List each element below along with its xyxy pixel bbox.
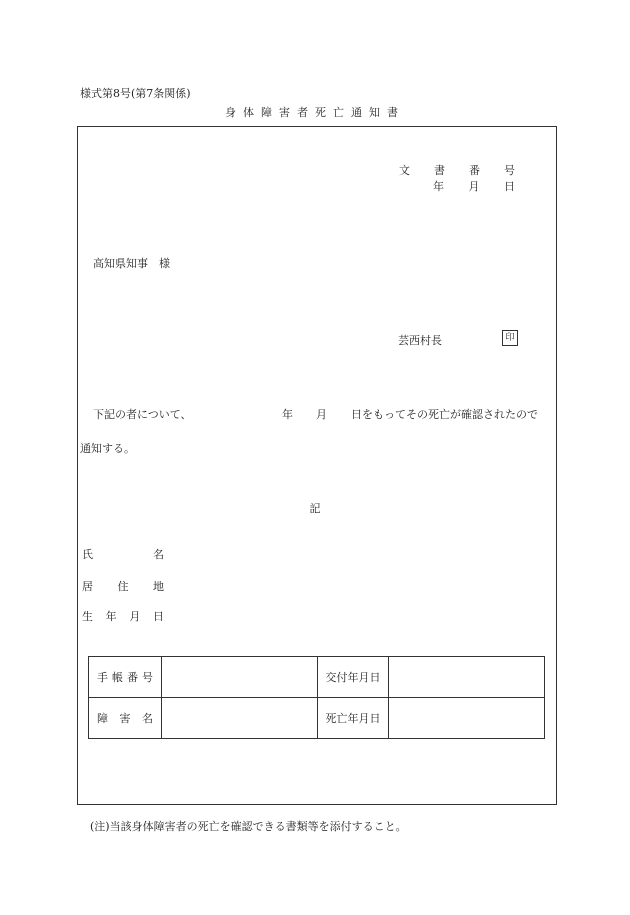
birthdate-label-char: 日 <box>152 610 164 623</box>
disability-name-field[interactable] <box>162 698 318 739</box>
handbook-label-char: 号 <box>142 671 153 684</box>
disability-label-char: 名 <box>142 712 153 725</box>
disability-name-label-cell <box>89 698 162 739</box>
address-label-char: 住 <box>117 580 129 593</box>
address-label-char: 居 <box>82 580 93 593</box>
date-year: 年 <box>433 180 444 193</box>
form-number: 様式第8号(第7条関係) <box>80 87 191 100</box>
issue-date-label: 交付年月日 <box>318 657 389 698</box>
handbook-label-char: 番 <box>127 671 138 684</box>
doc-number-char: 号 <box>504 164 515 177</box>
doc-number-char: 番 <box>469 164 480 177</box>
body-text-line2: 通知する。 <box>80 442 135 455</box>
doc-number-char: 文 <box>399 164 410 177</box>
disability-label-char: 障 <box>97 712 108 725</box>
death-date-label: 死亡年月日 <box>318 698 389 739</box>
document-title: 身体障害者死亡通知書 <box>225 106 405 119</box>
body-text-end: 日をもってその死亡が確認されたので <box>351 408 538 421</box>
footnote: (注)当該身体障害者の死亡を確認できる書類等を添付すること。 <box>90 820 407 833</box>
document-number-label <box>399 162 515 178</box>
birthdate-label-char: 月 <box>129 610 141 623</box>
addressee: 高知県知事 様 <box>93 257 170 270</box>
birthdate-label-char: 年 <box>105 610 117 623</box>
seal-mark: 印 <box>502 330 518 346</box>
date-month: 月 <box>468 180 480 193</box>
body-text-start: 下記の者について、 <box>93 408 192 421</box>
table-row <box>89 657 545 698</box>
name-label-char: 名 <box>153 548 164 561</box>
body-year: 年 <box>282 408 293 421</box>
address-label-char: 地 <box>153 580 164 593</box>
birthdate-label <box>82 608 164 624</box>
address-label <box>82 578 164 594</box>
issue-date-field[interactable] <box>389 657 545 698</box>
info-table <box>88 656 545 739</box>
ki-heading: 記 <box>309 502 321 515</box>
birthdate-label-char: 生 <box>82 610 93 623</box>
table-row <box>89 698 545 739</box>
document-date-label <box>433 178 515 194</box>
death-date-field[interactable] <box>389 698 545 739</box>
body-month: 月 <box>316 408 327 421</box>
handbook-number-field[interactable] <box>162 657 318 698</box>
handbook-number-label-cell <box>89 657 162 698</box>
doc-number-char: 書 <box>434 164 445 177</box>
handbook-label-char: 帳 <box>112 671 123 684</box>
handbook-label-char: 手 <box>97 671 108 684</box>
date-day: 日 <box>504 180 515 193</box>
disability-label-char: 害 <box>119 712 131 725</box>
name-label <box>82 546 164 562</box>
sender: 芸西村長 <box>398 334 442 347</box>
name-label-char: 氏 <box>82 548 93 561</box>
